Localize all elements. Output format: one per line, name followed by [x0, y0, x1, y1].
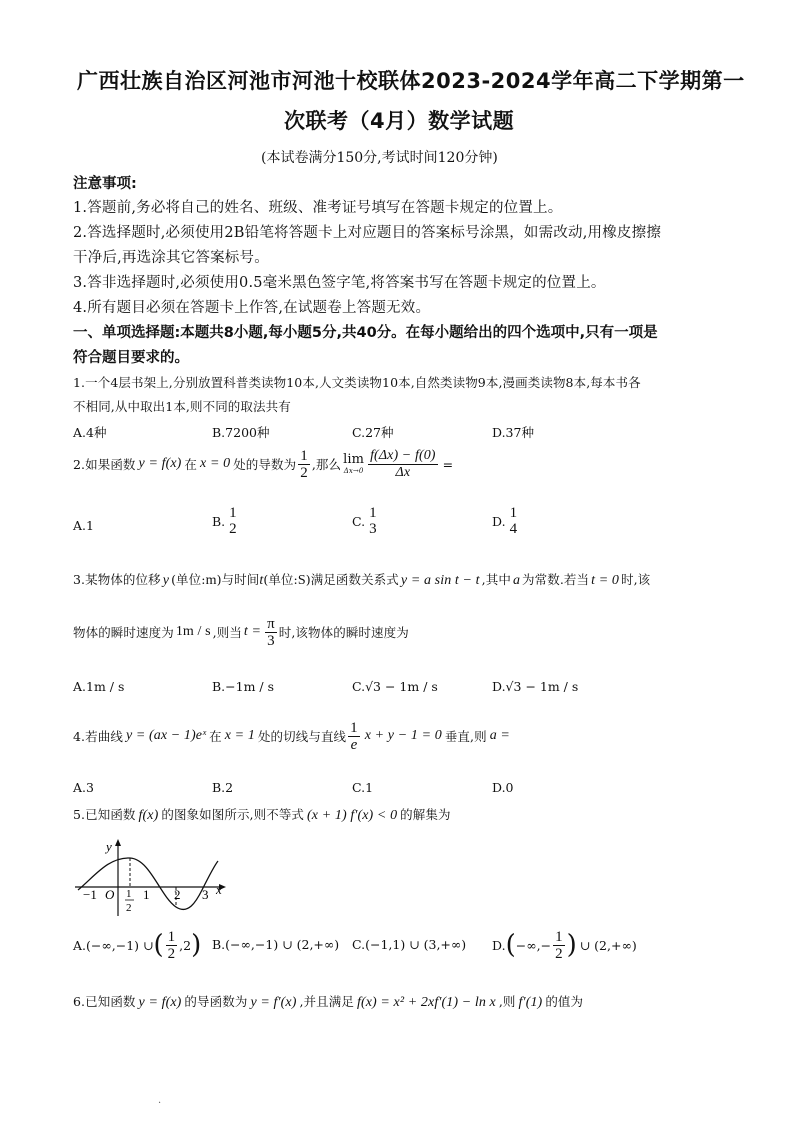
tick-minus-one: −1 [83, 887, 97, 902]
q2-function: y = f(x) [138, 456, 182, 471]
q2-point: x = 0 [200, 456, 231, 471]
x-axis-label: x [216, 882, 222, 897]
note-1: 1.答题前,务必将自己的姓名、班级、准考证号填写在答题卡规定的位置上。 [73, 200, 563, 216]
q4-option-a: A.3 [73, 780, 94, 795]
q2-equals: = [442, 456, 454, 472]
question-1-line-1: 1.一个4层书架上,分别放置科普类读物10本,人文类读物10本,自然类读物9本,漫画类读物8本,每本书各 [73, 375, 641, 390]
q2-derivative-fraction: $\frac{1}{2}$ [300, 447, 308, 481]
question-4: 4.若曲线 y = (ax − 1)eˣ 在 x = 1 处的切线与直线 $\frac{1}{e}$ x + y − 1 = 0 垂直,则 a = [73, 719, 510, 753]
title-line-2: 次联考（4月）数学试题 [284, 109, 515, 133]
q3-option-d: D.√3 − 1m / s [492, 679, 579, 694]
q4-option-b: B.2 [212, 780, 234, 795]
q4-one-over-e: $\frac{1}{e}$ [350, 719, 358, 753]
tick-half-num: 1 [126, 888, 132, 900]
q5-option-c: C.(−1,1) ∪ (3,+∞) [352, 937, 467, 952]
q1-option-a: A.4种 [73, 425, 107, 440]
q4-option-d: D.0 [492, 780, 514, 795]
q5-function-graph [70, 836, 232, 920]
note-3: 3.答非选择题时,必须使用0.5毫米黑色签字笔,将答案书写在答题卡规定的位置上。 [73, 275, 606, 291]
q2-option-b: B. 1 2 [212, 505, 237, 537]
q2-option-d: D. 1 4 [492, 505, 518, 537]
footer-mark: · [158, 1098, 162, 1109]
q1-option-c: C.27种 [352, 425, 394, 440]
q3-option-b: B.−1m / s [212, 679, 275, 694]
note-2: 2.答选择题时,必须使用2B铅笔将答题卡上对应题目的答案标号涂黑，如需改动,用橡皮擦擦 [73, 225, 662, 241]
q2-mid: 在 [184, 457, 198, 472]
y-axis-arrow [115, 839, 121, 846]
tick-two: 2 [174, 887, 181, 902]
q5-option-a: A.(−∞,−1) ∪ ( $\frac{1}{2}$ ,2 ) [73, 928, 202, 962]
tick-one: 1 [143, 887, 150, 902]
section-1-heading: 一、单项选择题:本题共8小题,每小题5分,共40分。在每小题给出的四个选项中,只有一项是 [73, 325, 658, 341]
q5-option-d: D. ( −∞,− $\frac{1}{2}$ ) ∪ (2,+∞) [492, 928, 637, 962]
question-1-line-2: 不相同,从中取出1本,则不同的取法共有 [73, 399, 291, 414]
q2-prefix: 2.如果函数 [73, 457, 136, 472]
notes-heading: 注意事项: [73, 176, 137, 192]
q3-option-c: C.√3 − 1m / s [352, 679, 438, 694]
question-3-line-1: 3.某物体的位移 y (单位:m)与时间t(单位:S)满足函数关系式 y = a sin t − t ,其中 a 为常数.若当 t = 0 时,该 [73, 572, 651, 588]
question-5: 5.已知函数 f(x) 的图象如图所示,则不等式 (x + 1) f′(x) < 0 的解集为 [73, 807, 451, 823]
q2-mid2: 处的导数为 [233, 457, 297, 472]
y-axis-label: y [106, 839, 112, 854]
question-6: 6.已知函数 y = f(x) 的导函数为 y = f′(x) ,并且满足 f(x) = x² + 2xf′(1) − ln x ,则 f′(1) 的值为 [73, 994, 584, 1010]
q5-option-b: B.(−∞,−1) ∪ (2,+∞) [212, 937, 340, 952]
note-4: 4.所有题目必须在答题卡上作答,在试题卷上答题无效。 [73, 300, 431, 316]
q1-option-d: D.37种 [492, 425, 534, 440]
note-2-cont: 干净后,再选涂其它答案标号。 [73, 250, 269, 266]
q2-limit: lim Δx→0 [343, 452, 365, 475]
q2-option-a: A.1 [73, 518, 94, 533]
q3-pi-over-3: $\frac{\pi}{3}$ [267, 615, 275, 649]
exam-info: (本试卷满分150分,考试时间120分钟) [261, 150, 498, 166]
question-2 [73, 444, 453, 484]
q1-option-b: B.7200种 [212, 425, 270, 440]
title-line-1: 广西壮族自治区河池市河池十校联体2023-2024学年高二下学期第一 [77, 69, 745, 93]
question-3-line-2: 物体的瞬时速度为 1m / s ,则当 t = $\frac{\pi}{3}$ 时,该物体的瞬时速度为 [73, 615, 409, 649]
section-1-heading-cont: 符合题目要求的。 [73, 350, 189, 366]
q2-limit-fraction: $\frac{f(\Delta x) - f(0)}{\Delta x}$ [370, 447, 436, 480]
tick-half-den: 2 [126, 902, 132, 914]
q4-option-c: C.1 [352, 780, 374, 795]
q2-mid3: ,那么 [311, 457, 342, 472]
tick-three: 3 [202, 887, 209, 902]
q3-option-a: A.1m / s [73, 679, 125, 694]
origin-label: O [105, 887, 115, 902]
q2-option-c: C. 1 3 [352, 505, 377, 537]
